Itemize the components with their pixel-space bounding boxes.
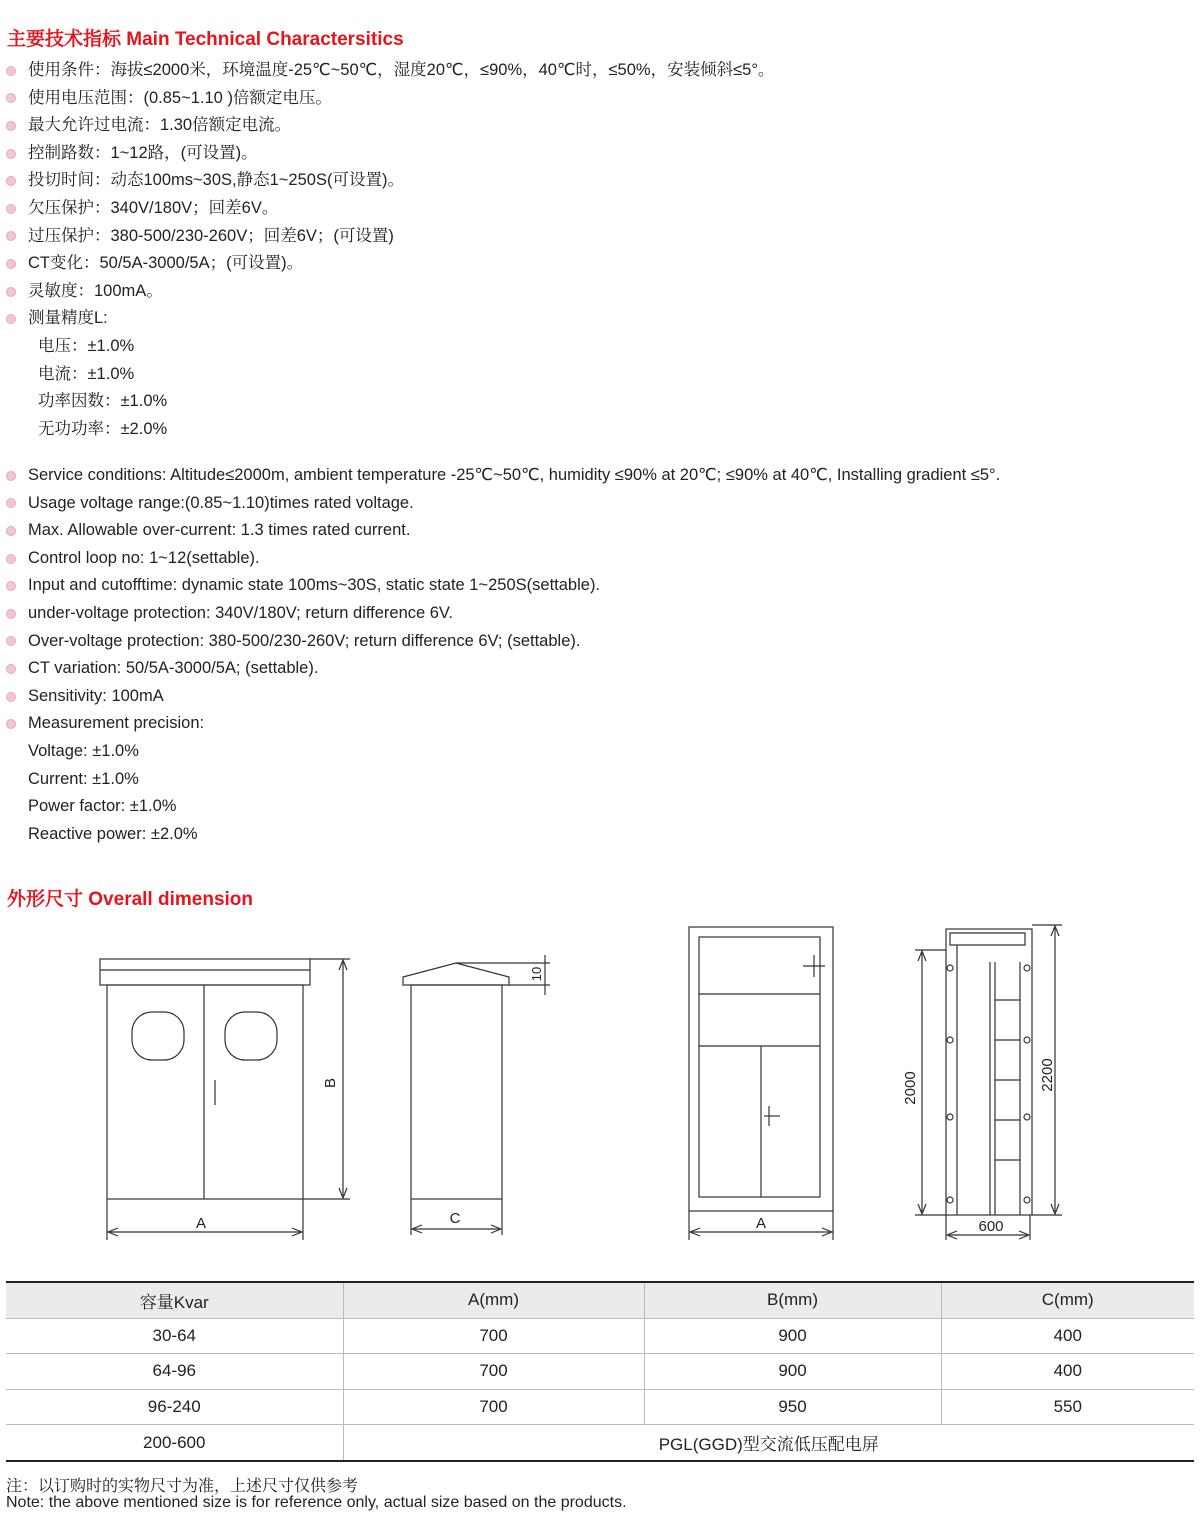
- spec-subitem: [6, 766, 1000, 794]
- side-view-drawing: [403, 955, 550, 1235]
- spec-item-text: 欠压保护：340V/180V；回差6V。: [28, 198, 279, 217]
- spec-item-text: 投切时间：动态100ms~30S,静态1~250S(可设置)。: [28, 171, 404, 190]
- spec-item-text: 使用电压范围：(0.85~1.10 )倍额定电压。: [28, 88, 332, 107]
- spec-item-text: 使用条件：海拔≤2000米，环境温度-25℃~50℃，湿度20℃，≤90%，40℃时，≤50%，安装倾斜≤5°。: [28, 61, 775, 79]
- spec-subitem: [6, 821, 1000, 849]
- table-row: [6, 1318, 1194, 1354]
- spec-subitem-text: Voltage: ±1.0%: [28, 741, 139, 760]
- technical-title: 主要技术指标 Main Technical Charactersitics: [7, 29, 404, 50]
- spec-item-text: 灵敏度：100mA。: [28, 281, 163, 300]
- bullet-icon: [6, 526, 16, 536]
- spec-subitem-text: 电压：±1.0%: [38, 336, 135, 355]
- dim-label-top-10: 10: [529, 966, 544, 982]
- header-capacity: 容量Kvar: [139, 1292, 209, 1312]
- bullet-icon: [6, 554, 16, 564]
- spec-item: [6, 140, 774, 168]
- dim-label-a-front: A: [195, 1215, 207, 1232]
- dimension-title: 外形尺寸 Overall dimension: [7, 889, 253, 910]
- spec-item: [6, 250, 774, 278]
- table-row: [6, 1389, 1194, 1425]
- spec-item: [6, 167, 774, 195]
- spec-item: [6, 545, 1000, 573]
- bullet-icon: [6, 636, 16, 646]
- spec-item-text: Max. Allowable over-current: 1.3 times rated current.: [28, 521, 411, 540]
- cell-pgl-note: PGL(GGD)型交流低压配电屏: [343, 1425, 1194, 1461]
- spec-item: [6, 85, 774, 113]
- spec-item: [6, 490, 1000, 518]
- spec-item: [6, 305, 774, 333]
- spec-item-text: Measurement precision:: [28, 714, 205, 733]
- bullet-icon: [6, 231, 16, 241]
- spec-item-text: CT变化：50/5A-3000/5A；(可设置)。: [28, 254, 304, 273]
- spec-item-text: Input and cutofftime: dynamic state 100ms~30S, static state 1~250S(settable).: [28, 576, 601, 595]
- spec-subitem-text: Power factor: ±1.0%: [28, 797, 177, 816]
- bullet-icon: [6, 66, 16, 76]
- spec-item: [6, 710, 1000, 738]
- spec-subitem-text: 电流：±1.0%: [38, 364, 135, 383]
- note-cn: 注：以订购时的实物尺寸为准，上述尺寸仅供参考: [6, 1478, 359, 1495]
- spec-subitem: [6, 793, 1000, 821]
- header-a: A(mm): [343, 1282, 644, 1318]
- cell-a: 700: [343, 1318, 644, 1354]
- spec-item-text: Sensitivity: 100mA: [28, 686, 164, 705]
- cell-c: 400: [941, 1318, 1194, 1354]
- cell-a: 700: [343, 1389, 644, 1425]
- front-view-drawing: [100, 959, 350, 1240]
- dimension-drawings: [0, 900, 1200, 1260]
- dim-label-2000: 2000: [902, 1071, 919, 1105]
- spec-item-text: under-voltage protection: 340V/180V; return difference 6V.: [28, 603, 454, 622]
- cn-spec-list: [6, 57, 774, 443]
- spec-item-text: Service conditions: Altitude≤2000m, ambient temperature -25℃~50℃, humidity ≤90% at 20℃; ≤90% at 40℃, Installing gradient ≤5°.: [28, 466, 1001, 484]
- note-en: Note: the above mentioned size is for reference only, actual size based on the products.: [6, 1494, 627, 1511]
- spec-item: [6, 223, 774, 251]
- bullet-icon: [6, 498, 16, 508]
- spec-item-text: 过压保护：380-500/230-260V；回差6V；(可设置): [28, 226, 394, 245]
- spec-item: [6, 628, 1000, 656]
- dim-label-b: B: [322, 1077, 339, 1089]
- cell-a: 700: [343, 1354, 644, 1390]
- spec-subitem: [6, 388, 774, 416]
- spec-item: [6, 600, 1000, 628]
- bullet-icon: [6, 176, 16, 186]
- spec-item-text: 测量精度L:: [28, 309, 108, 328]
- bullet-icon: [6, 609, 16, 619]
- spec-subitem-text: 无功功率：±2.0%: [38, 419, 168, 438]
- bullet-icon: [6, 471, 16, 481]
- bullet-icon: [6, 121, 16, 131]
- bullet-icon: [6, 581, 16, 591]
- spec-item: [6, 517, 1000, 545]
- dim-label-a-pgl: A: [755, 1215, 767, 1232]
- cell-capacity: 96-240: [147, 1397, 201, 1417]
- spec-item: [6, 57, 774, 85]
- bullet-icon: [6, 719, 16, 729]
- spec-item-text: Control loop no: 1~12(settable).: [28, 548, 260, 567]
- pgl-front-drawing: [689, 927, 833, 1240]
- bullet-icon: [6, 287, 16, 297]
- table-row: [6, 1354, 1194, 1390]
- spec-item: [6, 278, 774, 306]
- header-b: B(mm): [644, 1282, 941, 1318]
- bullet-icon: [6, 149, 16, 159]
- cell-capacity: 200-600: [143, 1432, 206, 1452]
- bullet-icon: [6, 314, 16, 324]
- spec-item-text: Usage voltage range:(0.85~1.10)times rated voltage.: [28, 493, 414, 512]
- spec-subitem: [6, 361, 774, 389]
- table-header-row: [6, 1282, 1194, 1318]
- spec-item-text: CT variation: 50/5A-3000/5A; (settable).: [28, 659, 319, 678]
- spec-subitem: [6, 416, 774, 444]
- spec-subitem-text: Current: ±1.0%: [28, 769, 139, 788]
- spec-subitem: [6, 738, 1000, 766]
- dim-label-600: 600: [978, 1218, 1004, 1235]
- spec-item: [6, 195, 774, 223]
- spec-item: [6, 112, 774, 140]
- spec-subitem-text: 功率因数：±1.0%: [38, 392, 168, 411]
- spec-item-text: Over-voltage protection: 380-500/230-260V; return difference 6V; (settable).: [28, 631, 581, 650]
- cell-b: 900: [644, 1318, 941, 1354]
- spec-item: [6, 655, 1000, 683]
- cell-c: 550: [941, 1389, 1194, 1425]
- bullet-icon: [6, 93, 16, 103]
- cell-c: 400: [941, 1354, 1194, 1390]
- dimension-table: [6, 1281, 1194, 1462]
- spec-item: [6, 572, 1000, 600]
- table-row: [6, 1425, 1194, 1461]
- cell-b: 900: [644, 1354, 941, 1390]
- header-c: C(mm): [941, 1282, 1194, 1318]
- spec-subitem: [6, 333, 774, 361]
- bullet-icon: [6, 692, 16, 702]
- dim-label-c: C: [449, 1210, 461, 1227]
- bullet-icon: [6, 664, 16, 674]
- bullet-icon: [6, 259, 16, 269]
- spec-item-text: 控制路数：1~12路，(可设置)。: [28, 143, 258, 162]
- spec-subitem-text: Reactive power: ±2.0%: [28, 824, 198, 843]
- dim-label-2200: 2200: [1039, 1058, 1056, 1092]
- bullet-icon: [6, 204, 16, 214]
- cell-capacity: 64-96: [152, 1361, 196, 1381]
- cell-capacity: 30-64: [152, 1325, 196, 1345]
- spec-item: [6, 462, 1000, 490]
- en-spec-list: [6, 462, 1000, 848]
- spec-item-text: 最大允许过电流：1.30倍额定电流。: [28, 116, 292, 135]
- cell-b: 950: [644, 1389, 941, 1425]
- spec-item: [6, 683, 1000, 711]
